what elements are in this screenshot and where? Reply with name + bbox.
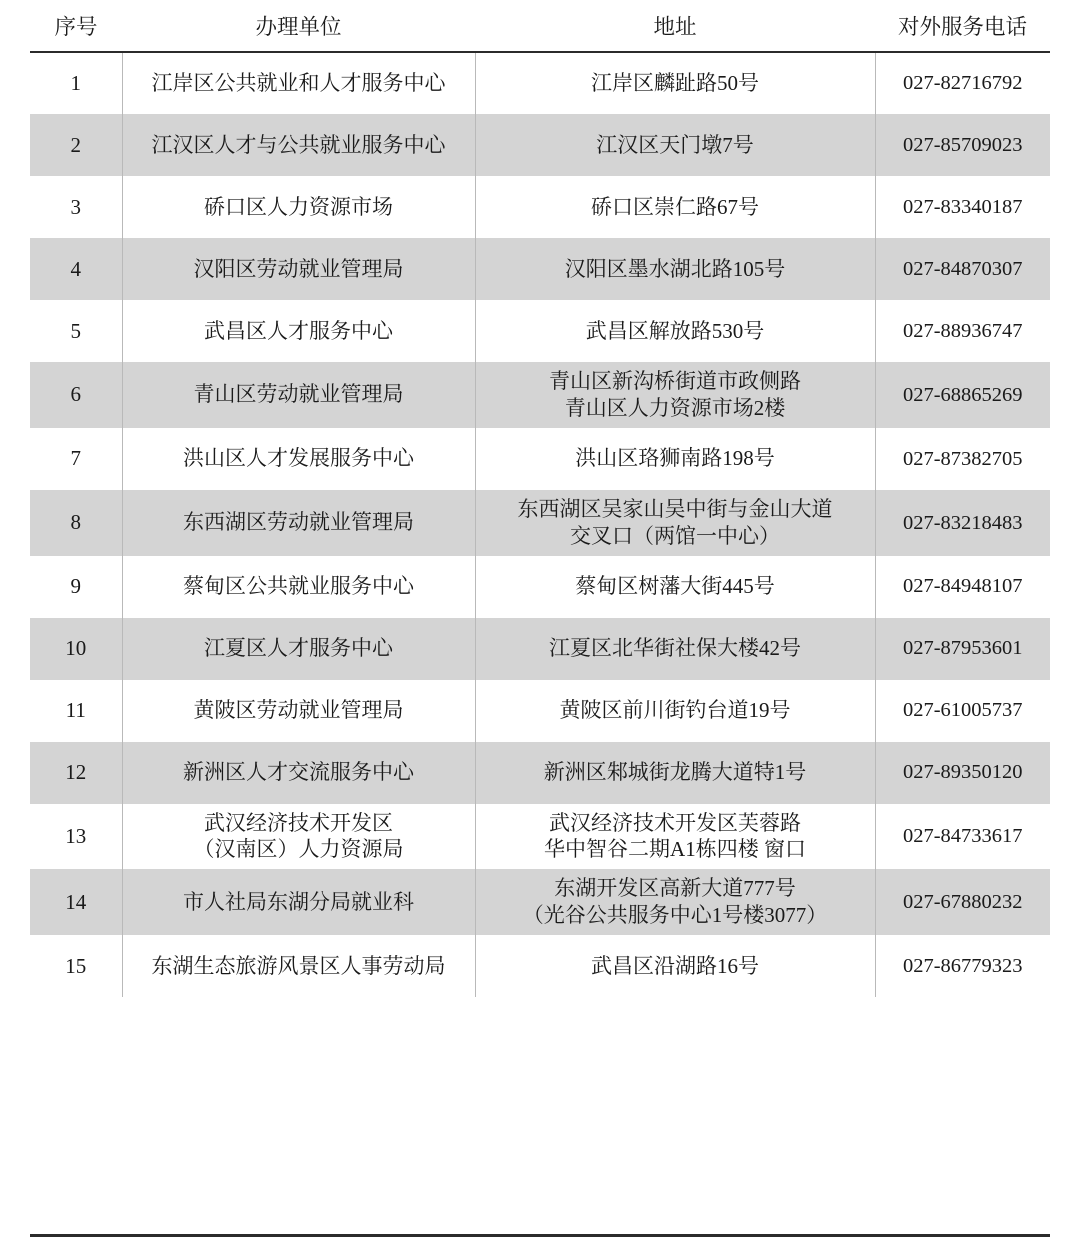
table-row	[30, 935, 1050, 997]
table-row	[30, 114, 1050, 176]
cell-seq: 2	[30, 114, 122, 176]
address-line: 东西湖区吴家山吴中街与金山大道	[517, 496, 833, 521]
cell-unit	[122, 742, 475, 804]
cell-seq: 11	[30, 680, 122, 742]
table-row	[30, 238, 1050, 300]
column-header-seq: 序号	[30, 4, 122, 52]
cell-phone: 027-84870307	[875, 238, 1050, 300]
unit-line: 江夏区人才服务中心	[204, 636, 393, 661]
cell-phone: 027-84948107	[875, 556, 1050, 618]
cell-phone: 027-88936747	[875, 300, 1050, 362]
unit-lines	[129, 953, 469, 980]
cell-address	[475, 114, 875, 176]
table-row	[30, 556, 1050, 618]
cell-phone: 027-84733617	[875, 804, 1050, 870]
address-line: 蔡甸区树藩大街445号	[575, 574, 775, 599]
table-header	[30, 4, 1050, 52]
address-line: （光谷公共服务中心1号楼3077）	[522, 903, 828, 928]
address-line: 新洲区邾城街龙腾大道特1号	[543, 760, 807, 785]
cell-phone: 027-87382705	[875, 428, 1050, 490]
cell-phone: 027-87953601	[875, 618, 1050, 680]
address-lines	[482, 875, 869, 929]
cell-seq: 13	[30, 804, 122, 870]
address-line: 武昌区沿湖路16号	[591, 953, 759, 978]
unit-line: （汉南区）人力资源局	[193, 837, 404, 862]
table-row	[30, 176, 1050, 238]
address-lines	[482, 132, 869, 159]
cell-seq: 9	[30, 556, 122, 618]
address-line: 硚口区崇仁路67号	[591, 194, 759, 219]
cell-unit	[122, 869, 475, 935]
cell-unit	[122, 428, 475, 490]
cell-address	[475, 680, 875, 742]
cell-phone: 027-85709023	[875, 114, 1050, 176]
unit-lines	[129, 889, 469, 916]
cell-phone: 027-82716792	[875, 52, 1050, 114]
unit-line: 洪山区人才发展服务中心	[183, 446, 414, 471]
cell-address	[475, 869, 875, 935]
address-lines	[482, 368, 869, 422]
cell-seq: 14	[30, 869, 122, 935]
cell-unit	[122, 680, 475, 742]
table-row	[30, 618, 1050, 680]
address-lines	[482, 496, 869, 550]
cell-phone: 027-89350120	[875, 742, 1050, 804]
cell-seq: 6	[30, 362, 122, 428]
cell-phone: 027-68865269	[875, 362, 1050, 428]
unit-line: 江汉区人才与公共就业服务中心	[151, 132, 446, 157]
unit-lines	[129, 573, 469, 600]
unit-lines	[129, 759, 469, 786]
address-lines	[482, 635, 869, 662]
address-lines	[482, 573, 869, 600]
cell-unit	[122, 52, 475, 114]
cell-seq: 1	[30, 52, 122, 114]
column-header-address: 地址	[475, 4, 875, 52]
cell-unit	[122, 114, 475, 176]
unit-lines	[129, 256, 469, 283]
cell-address	[475, 362, 875, 428]
cell-phone: 027-86779323	[875, 935, 1050, 997]
address-line: 交叉口（两馆一中心）	[570, 523, 780, 548]
unit-lines	[129, 509, 469, 536]
cell-unit	[122, 300, 475, 362]
unit-line: 新洲区人才交流服务中心	[183, 760, 414, 785]
cell-address	[475, 935, 875, 997]
address-lines	[482, 318, 869, 345]
unit-lines	[129, 635, 469, 662]
address-lines	[482, 697, 869, 724]
unit-lines	[129, 318, 469, 345]
header-row	[30, 4, 1050, 52]
bottom-rule	[30, 1234, 1050, 1237]
unit-line: 蔡甸区公共就业服务中心	[183, 574, 414, 599]
cell-seq: 15	[30, 935, 122, 997]
unit-lines	[129, 445, 469, 472]
cell-seq: 12	[30, 742, 122, 804]
cell-unit	[122, 935, 475, 997]
cell-unit	[122, 618, 475, 680]
cell-seq: 4	[30, 238, 122, 300]
unit-lines	[129, 381, 469, 408]
cell-address	[475, 556, 875, 618]
cell-unit	[122, 556, 475, 618]
unit-lines	[129, 132, 469, 159]
column-header-unit: 办理单位	[122, 4, 475, 52]
cell-seq: 8	[30, 490, 122, 556]
cell-unit	[122, 238, 475, 300]
cell-address	[475, 428, 875, 490]
address-line: 江汉区天门墩7号	[596, 132, 754, 157]
unit-lines	[129, 810, 469, 864]
cell-address	[475, 742, 875, 804]
cell-seq: 5	[30, 300, 122, 362]
unit-line: 武昌区人才服务中心	[204, 318, 393, 343]
unit-line: 东湖生态旅游风景区人事劳动局	[151, 953, 446, 978]
address-line: 洪山区珞狮南路198号	[575, 446, 775, 471]
cell-unit	[122, 176, 475, 238]
unit-lines	[129, 70, 469, 97]
table-row	[30, 680, 1050, 742]
address-line: 武昌区解放路530号	[585, 318, 765, 343]
cell-address	[475, 490, 875, 556]
agency-contact-table	[30, 4, 1050, 997]
unit-line: 武汉经济技术开发区	[204, 810, 393, 835]
address-line: 汉阳区墨水湖北路105号	[564, 256, 786, 281]
address-line: 东湖开发区高新大道777号	[554, 876, 796, 901]
table-row	[30, 869, 1050, 935]
address-lines	[482, 70, 869, 97]
cell-address	[475, 238, 875, 300]
column-header-phone: 对外服务电话	[875, 4, 1050, 52]
table-row	[30, 804, 1050, 870]
cell-unit	[122, 490, 475, 556]
cell-unit	[122, 362, 475, 428]
table-row	[30, 742, 1050, 804]
cell-address	[475, 804, 875, 870]
cell-address	[475, 618, 875, 680]
cell-seq: 10	[30, 618, 122, 680]
cell-address	[475, 176, 875, 238]
cell-phone: 027-83340187	[875, 176, 1050, 238]
table-row	[30, 300, 1050, 362]
unit-line: 青山区劳动就业管理局	[193, 382, 404, 407]
unit-lines	[129, 697, 469, 724]
cell-address	[475, 300, 875, 362]
address-line: 青山区人力资源市场2楼	[564, 395, 786, 420]
cell-phone: 027-61005737	[875, 680, 1050, 742]
address-line: 黄陂区前川街钓台道19号	[559, 698, 791, 723]
cell-address	[475, 52, 875, 114]
address-line: 江夏区北华街社保大楼42号	[549, 636, 801, 661]
address-lines	[482, 256, 869, 283]
table-row	[30, 362, 1050, 428]
unit-line: 江岸区公共就业和人才服务中心	[151, 71, 446, 96]
address-lines	[482, 953, 869, 980]
address-lines	[482, 759, 869, 786]
table-row	[30, 52, 1050, 114]
table-row	[30, 490, 1050, 556]
cell-phone: 027-83218483	[875, 490, 1050, 556]
cell-unit	[122, 804, 475, 870]
cell-seq: 7	[30, 428, 122, 490]
unit-line: 东西湖区劳动就业管理局	[183, 510, 414, 535]
address-line: 江岸区麟趾路50号	[591, 71, 759, 96]
unit-line: 汉阳区劳动就业管理局	[193, 256, 404, 281]
address-line: 武汉经济技术开发区芙蓉路	[549, 810, 801, 835]
address-line: 青山区新沟桥街道市政侧路	[549, 369, 801, 393]
table-row	[30, 428, 1050, 490]
unit-line: 市人社局东湖分局就业科	[183, 889, 414, 914]
table-body	[30, 52, 1050, 997]
cell-phone: 027-67880232	[875, 869, 1050, 935]
unit-lines	[129, 194, 469, 221]
address-line: 华中智谷二期A1栋四楼 窗口	[544, 837, 806, 862]
unit-line: 硚口区人力资源市场	[204, 194, 393, 219]
address-lines	[482, 810, 869, 864]
address-lines	[482, 445, 869, 472]
cell-seq: 3	[30, 176, 122, 238]
address-lines	[482, 194, 869, 221]
unit-line: 黄陂区劳动就业管理局	[193, 698, 404, 723]
